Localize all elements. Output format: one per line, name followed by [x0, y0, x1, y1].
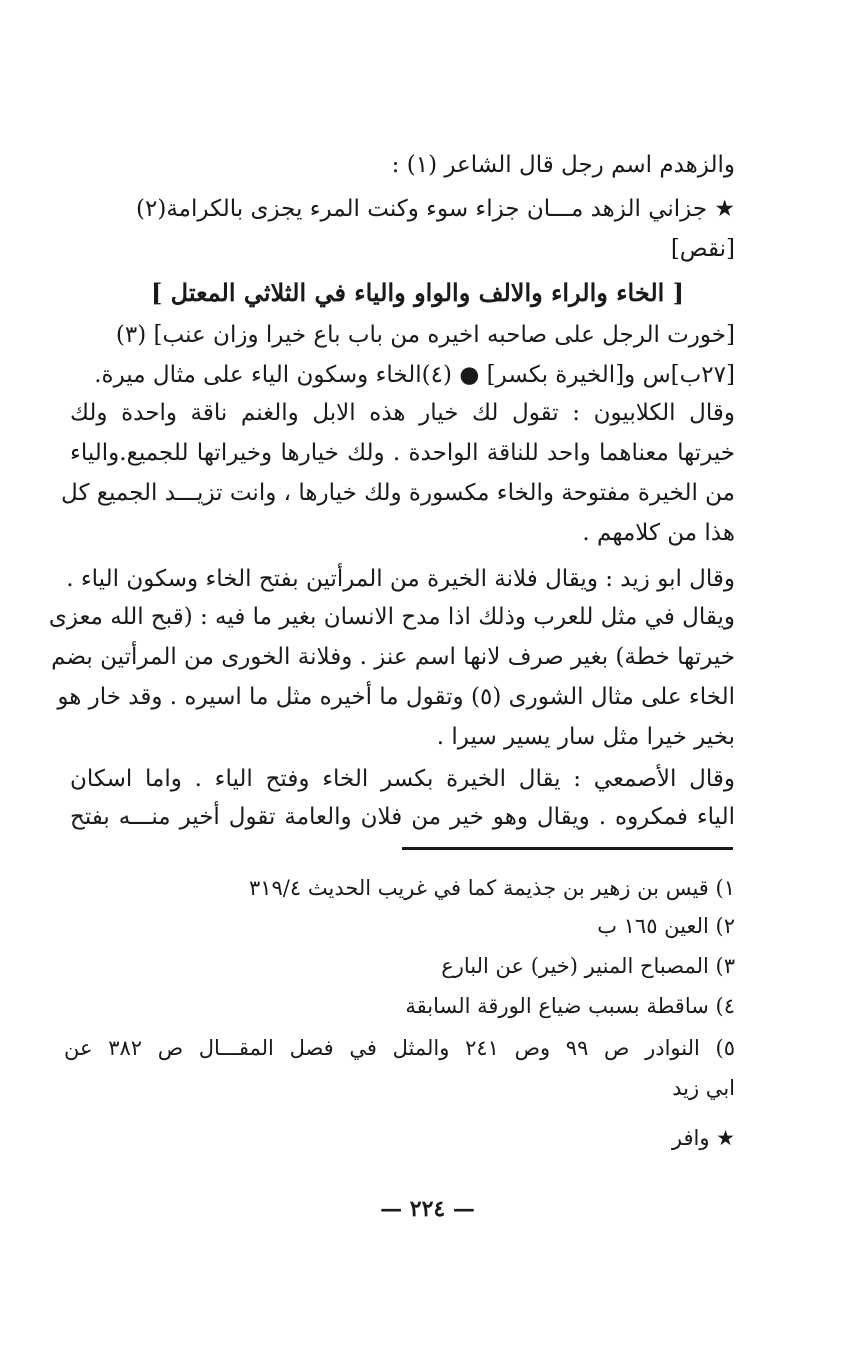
body-line-8: خيرتها معناهما واحد للناقة الواحدة . ولك خيارها وخيراتها للجميع.والياء — [70, 440, 735, 466]
body-line-16: وقال الأصمعي : يقال الخيرة بكسر الخاء وفتح الياء . واما اسكان — [70, 766, 735, 792]
footnote-5-continued: ابي زيد — [672, 1076, 735, 1100]
body-line-5: [خورت الرجل على صاحبه اخيره من باب باع خيرا وزان عنب] (٣) — [115, 322, 735, 348]
body-line-12: ويقال في مثل للعرب وذلك اذا مدح الانسان بغير ما فيه : (قبح الله معزى — [48, 604, 735, 630]
body-line-13: خيرتها خطة) بغير صرف لانها اسم عنز . وفلانة الخورى من المرأتين بضم — [51, 644, 735, 670]
body-line-10: هذا من كلامهم . — [582, 520, 735, 546]
footnote-4: ٤) ساقطة بسبب ضياع الورقة السابقة — [405, 994, 735, 1018]
footnote-1: ١) قيس بن زهير بن جذيمة كما في غريب الحديث ٣١٩/٤ — [248, 876, 735, 900]
body-line-6: [٢٧ب]س و[الخيرة بكسر] ● (٤)الخاء وسكون الياء على مثال ميرة. — [94, 362, 735, 388]
body-line-14: الخاء على مثال الشورى (٥) وتقول ما أخيره مثل ما اسيره . وقد خار هو — [57, 684, 735, 710]
body-line-15: بخير خيرا مثل سار يسير سيرا . — [436, 724, 735, 750]
footnote-2: ٢) العين ١٦٥ ب — [597, 914, 735, 938]
page-number: — ٢٢٤ — — [380, 1196, 475, 1222]
lacuna-note: [نقص] — [670, 236, 735, 262]
body-line-11: وقال ابو زيد : ويقال فلانة الخيرة من المرأتين بفتح الخاء وسكون الياء . — [66, 566, 735, 592]
body-line-17: الياء فمكروه . ويقال وهو خير من فلان والعامة تقول أخير منـــه بفتح — [70, 804, 735, 830]
footnote-separator — [402, 847, 733, 850]
section-heading: [ الخاء والراء والالف والواو والياء في الثلاثي المعتل ] — [150, 278, 685, 307]
verse-line: ★ جزاني الزهد مـــان جزاء سوء وكنت المرء يجزى بالكرامة(٢) — [136, 196, 735, 222]
body-line-9: من الخيرة مفتوحة والخاء مكسورة ولك خيارها ، وانت تزيـــد الجميع كل — [61, 480, 735, 506]
body-line-1: والزهدم اسم رجل قال الشاعر (١) : — [391, 152, 735, 178]
meter-note: ★ وافر — [671, 1126, 735, 1150]
footnote-3: ٣) المصباح المنير (خير) عن البارع — [441, 954, 735, 978]
footnote-5: ٥) النوادر ص ٩٩ وص ٢٤١ والمثل في فصل المقـــال ص ٣٨٢ عن — [64, 1036, 735, 1060]
body-line-7: وقال الكلابيون : تقول لك خيار هذه الابل والغنم ناقة واحدة ولك — [70, 400, 735, 426]
